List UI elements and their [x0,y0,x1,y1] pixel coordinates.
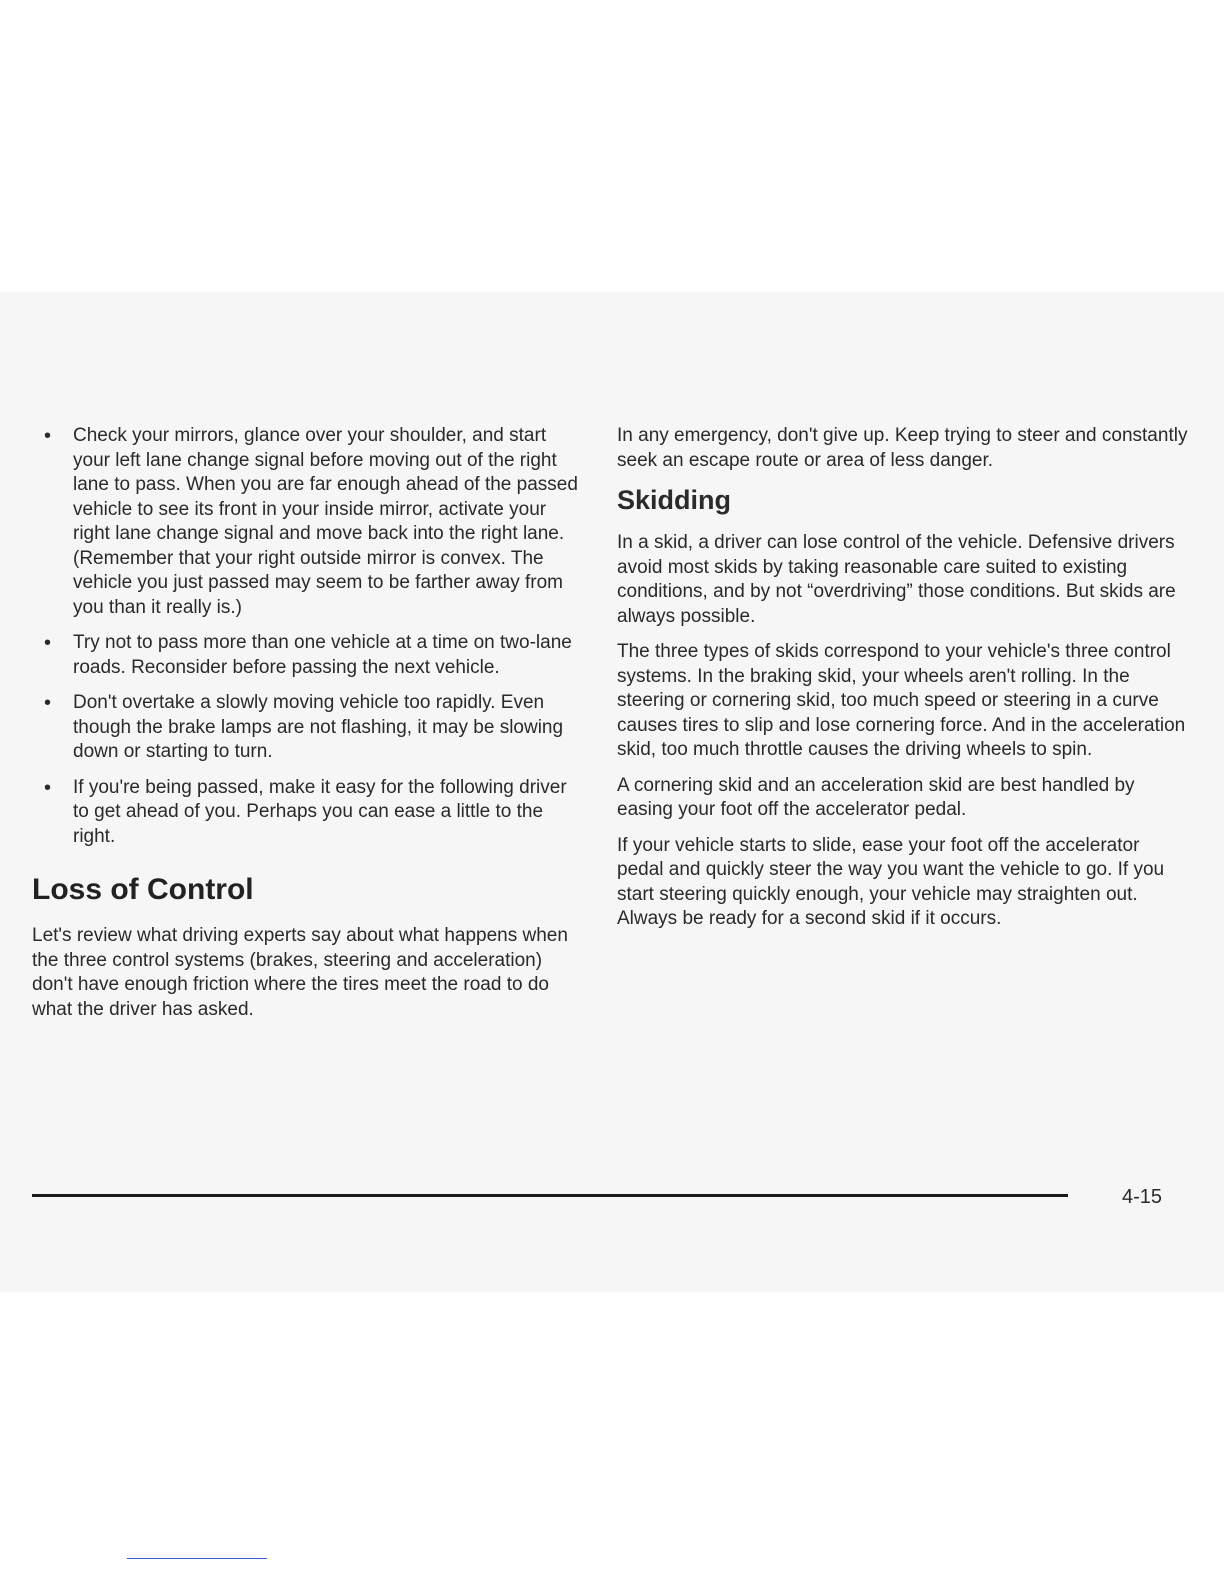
left-column [32,424,580,1033]
skidding-heading: Skidding [617,485,731,515]
list-item-text: If you're being passed, make it easy for the following driver to get ahead of you. Perhaps you can ease a little to the right. [73,776,567,847]
list-item [32,424,580,620]
bullet-icon: • [44,692,52,714]
page-number: 4-15 [1122,1186,1163,1208]
bullet-icon: • [44,632,52,654]
footer-divider [32,1194,1068,1197]
list-item [32,631,580,680]
skidding-paragraph: In a skid, a driver can lose control of the vehicle. Defensive drivers avoid most skids by taking reasonable care suited to existing conditions, and by not “overdriving” those conditions. But skids are always possible. [617,532,1176,627]
list-item [32,776,580,850]
list-item [32,691,580,765]
right-column [617,424,1189,943]
loss-of-control-paragraph: Let's review what driving experts say about what happens when the three control systems (brakes, steering and acceleration) don't have enough friction where the tires meet the road to do what the driver has asked. [32,925,568,1020]
skidding-paragraph: The three types of skids correspond to your vehicle's three control systems. In the braking skid, your wheels aren't rolling. In the steering or cornering skid, too much speed or steering in a curve causes tires to slip and lose cornering force. And in the acceleration skid, too much throttle causes the driving wheels to spin. [617,641,1186,760]
passing-tips-list [32,424,580,849]
loss-of-control-heading: Loss of Control [32,873,254,906]
list-item-text: Try not to pass more than one vehicle at a time on two-lane roads. Reconsider before passing the next vehicle. [73,632,572,678]
bullet-icon: • [44,425,52,447]
list-item-text: Don't overtake a slowly moving vehicle too rapidly. Even though the brake lamps are not flashing, it may be slowing down or starting to turn. [73,692,564,762]
emergency-intro-paragraph: In any emergency, don't give up. Keep trying to steer and constantly seek an escape route or area of less danger. [617,425,1188,471]
skidding-paragraph: A cornering skid and an acceleration skid are best handled by easing your foot off the accelerator pedal. [617,774,1135,820]
skidding-paragraph: If your vehicle starts to slide, ease your foot off the accelerator pedal and quickly steer the way you want the vehicle to go. If you start steering quickly enough, your vehicle may straighten out. Always be ready for a second skid if it occurs. [617,834,1165,929]
list-item-text: Check your mirrors, glance over your shoulder, and start your left lane change signal before moving out of the right lane to pass. When you are far enough ahead of the passed vehicle to see its front in your inside mirror, activate your right lane change signal and move back into the right lane. (Remember that your right outside mirror is convex. The vehicle you just passed may seem to be farther away from you than it really is.) [73,425,578,618]
bottom-link-underline [127,1558,267,1559]
bullet-icon: • [44,776,52,799]
